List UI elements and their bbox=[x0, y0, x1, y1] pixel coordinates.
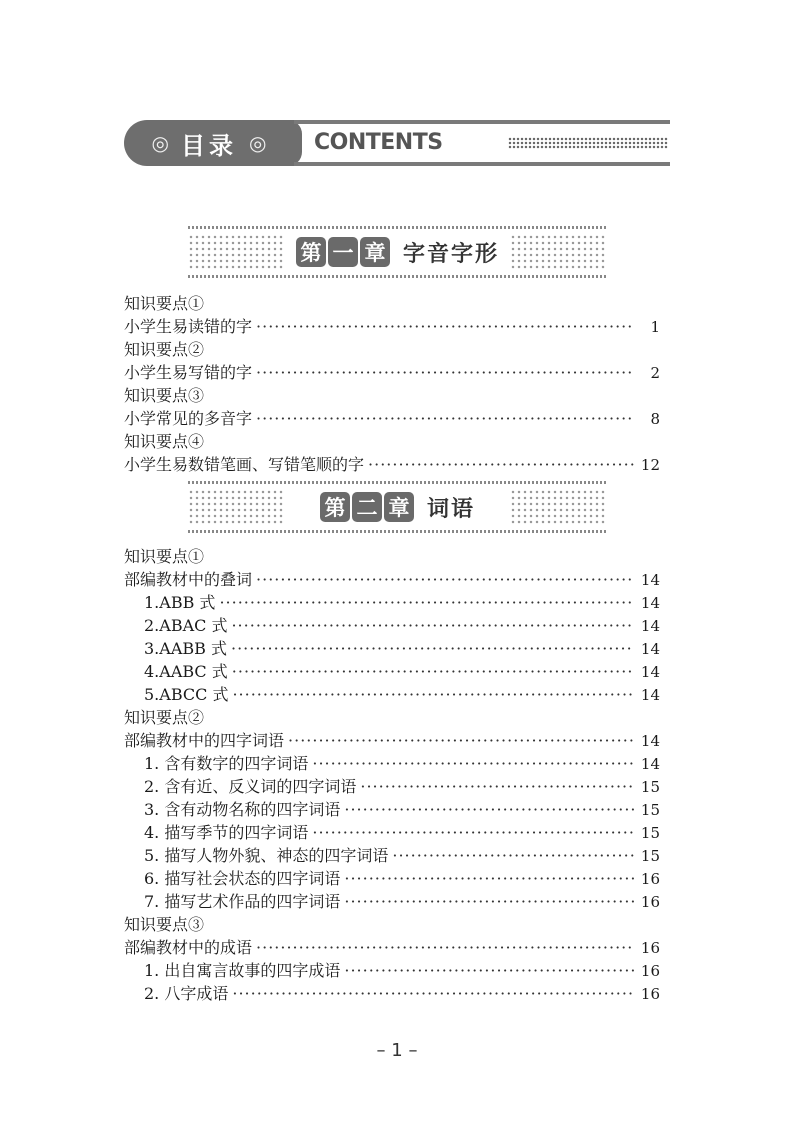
toc-entry[interactable] bbox=[124, 660, 660, 683]
toc-entry[interactable] bbox=[124, 936, 660, 959]
entry-page: 2 bbox=[650, 364, 660, 382]
leader-dots bbox=[256, 936, 634, 959]
chapter-label-char: 一 bbox=[328, 237, 358, 267]
entry-page: 14 bbox=[640, 571, 660, 589]
section-heading: 知识要点② bbox=[124, 340, 205, 359]
entry-page: 16 bbox=[640, 870, 660, 888]
leader-dots bbox=[256, 568, 634, 591]
entry-title: 3.AABB 式 bbox=[144, 639, 227, 658]
toc-entry[interactable] bbox=[124, 798, 660, 821]
leader-dots bbox=[256, 361, 634, 384]
toc-entry[interactable] bbox=[124, 821, 660, 844]
leader-dots bbox=[312, 752, 634, 775]
entry-page: 14 bbox=[640, 663, 660, 681]
leader-dots bbox=[219, 591, 634, 614]
toc-entry[interactable] bbox=[124, 752, 660, 775]
leader-dots bbox=[231, 614, 634, 637]
section-heading: 知识要点① bbox=[124, 294, 205, 313]
chapter-title: 词语 bbox=[426, 496, 475, 522]
entry-title: 小学生易数错笔画、写错笔顺的字 bbox=[124, 455, 365, 474]
toc-entry[interactable] bbox=[124, 844, 660, 867]
header-title-block bbox=[124, 120, 294, 166]
toc-entry[interactable] bbox=[124, 614, 660, 637]
toc-entry[interactable] bbox=[124, 361, 660, 384]
entry-title: 4. 描写季节的四字词语 bbox=[144, 823, 309, 842]
chapter-title: 字音字形 bbox=[402, 241, 499, 267]
entry-page: 14 bbox=[640, 732, 660, 750]
entry-page: 15 bbox=[640, 847, 660, 865]
entry-title: 1. 含有数字的四字词语 bbox=[144, 754, 309, 773]
leader-dots bbox=[232, 660, 634, 683]
leader-dots bbox=[344, 867, 634, 890]
entry-title: 7. 描写艺术作品的四字词语 bbox=[144, 892, 341, 911]
leader-dots bbox=[368, 453, 634, 476]
leader-dots bbox=[312, 821, 634, 844]
entry-title: 小学生易读错的字 bbox=[124, 317, 253, 336]
leader-dots bbox=[344, 959, 634, 982]
bullet-icon: ◎ bbox=[249, 131, 267, 155]
header-dot-pattern bbox=[508, 137, 668, 149]
toc-entry[interactable] bbox=[124, 315, 660, 338]
toc-entry[interactable] bbox=[124, 775, 660, 798]
entry-title: 1.ABB 式 bbox=[144, 593, 216, 612]
leader-dots bbox=[392, 844, 634, 867]
leader-dots bbox=[288, 729, 634, 752]
toc-entry[interactable] bbox=[124, 637, 660, 660]
entry-title: 2. 八字成语 bbox=[144, 984, 229, 1003]
section-heading: 知识要点② bbox=[124, 708, 205, 727]
entry-title: 小学生易写错的字 bbox=[124, 363, 253, 382]
chapter-label-char: 二 bbox=[352, 492, 382, 522]
chapter-label-char: 第 bbox=[296, 237, 326, 267]
leader-dots bbox=[232, 683, 634, 706]
entry-title: 部编教材中的四字词语 bbox=[124, 731, 285, 750]
toc-entry[interactable] bbox=[124, 591, 660, 614]
entry-title: 4.AABC 式 bbox=[144, 662, 228, 681]
page-title: 目录 bbox=[181, 131, 237, 160]
leader-dots bbox=[360, 775, 634, 798]
leader-dots bbox=[256, 407, 634, 430]
section-heading: 知识要点③ bbox=[124, 386, 205, 405]
entry-page: 16 bbox=[640, 985, 660, 1003]
entry-page: 12 bbox=[640, 456, 660, 474]
header-rule-bottom bbox=[294, 162, 670, 166]
entry-page: 16 bbox=[640, 962, 660, 980]
header-rule-top bbox=[294, 120, 670, 124]
chapter-1-toc bbox=[124, 292, 660, 476]
toc-entry[interactable] bbox=[124, 729, 660, 752]
toc-entry[interactable] bbox=[124, 890, 660, 913]
chapter-label-char: 第 bbox=[320, 492, 350, 522]
chapter-label-char: 章 bbox=[384, 492, 414, 522]
entry-page: 15 bbox=[640, 778, 660, 796]
entry-page: 14 bbox=[640, 594, 660, 612]
entry-page: 14 bbox=[640, 617, 660, 635]
entry-page: 16 bbox=[640, 939, 660, 957]
chapter-label-char: 章 bbox=[360, 237, 390, 267]
entry-page: 14 bbox=[640, 640, 660, 658]
entry-title: 5.ABCC 式 bbox=[144, 685, 229, 704]
entry-title: 3. 含有动物名称的四字词语 bbox=[144, 800, 341, 819]
page-number: – 1 – bbox=[376, 1040, 418, 1061]
entry-page: 15 bbox=[640, 801, 660, 819]
entry-page: 14 bbox=[640, 686, 660, 704]
chapter-2-banner bbox=[188, 481, 606, 533]
entry-page: 8 bbox=[650, 410, 660, 428]
entry-page: 14 bbox=[640, 755, 660, 773]
entry-title: 1. 出自寓言故事的四字成语 bbox=[144, 961, 341, 980]
entry-title: 6. 描写社会状态的四字词语 bbox=[144, 869, 341, 888]
entry-page: 1 bbox=[650, 318, 660, 336]
toc-entry[interactable] bbox=[124, 453, 660, 476]
toc-entry[interactable] bbox=[124, 867, 660, 890]
leader-dots bbox=[256, 315, 634, 338]
entry-title: 小学常见的多音字 bbox=[124, 409, 253, 428]
entry-title: 2. 含有近、反义词的四字词语 bbox=[144, 777, 357, 796]
entry-page: 16 bbox=[640, 893, 660, 911]
toc-entry[interactable] bbox=[124, 683, 660, 706]
contents-label: CONTENTS bbox=[314, 130, 443, 155]
leader-dots bbox=[344, 890, 634, 913]
toc-entry[interactable] bbox=[124, 407, 660, 430]
section-heading: 知识要点④ bbox=[124, 432, 205, 451]
section-heading: 知识要点① bbox=[124, 547, 205, 566]
entry-page: 15 bbox=[640, 824, 660, 842]
chapter-2-toc bbox=[124, 545, 660, 1005]
bullet-icon: ◎ bbox=[151, 131, 169, 155]
chapter-1-banner bbox=[188, 226, 606, 278]
entry-title: 部编教材中的成语 bbox=[124, 938, 253, 957]
leader-dots bbox=[231, 637, 634, 660]
leader-dots bbox=[232, 982, 634, 1005]
entry-title: 部编教材中的叠词 bbox=[124, 570, 253, 589]
contents-header bbox=[124, 120, 670, 166]
section-heading: 知识要点③ bbox=[124, 915, 205, 934]
entry-title: 5. 描写人物外貌、神态的四字词语 bbox=[144, 846, 389, 865]
toc-entry[interactable] bbox=[124, 959, 660, 982]
toc-entry[interactable] bbox=[124, 982, 660, 1005]
leader-dots bbox=[344, 798, 634, 821]
entry-title: 2.ABAC 式 bbox=[144, 616, 228, 635]
toc-entry[interactable] bbox=[124, 568, 660, 591]
